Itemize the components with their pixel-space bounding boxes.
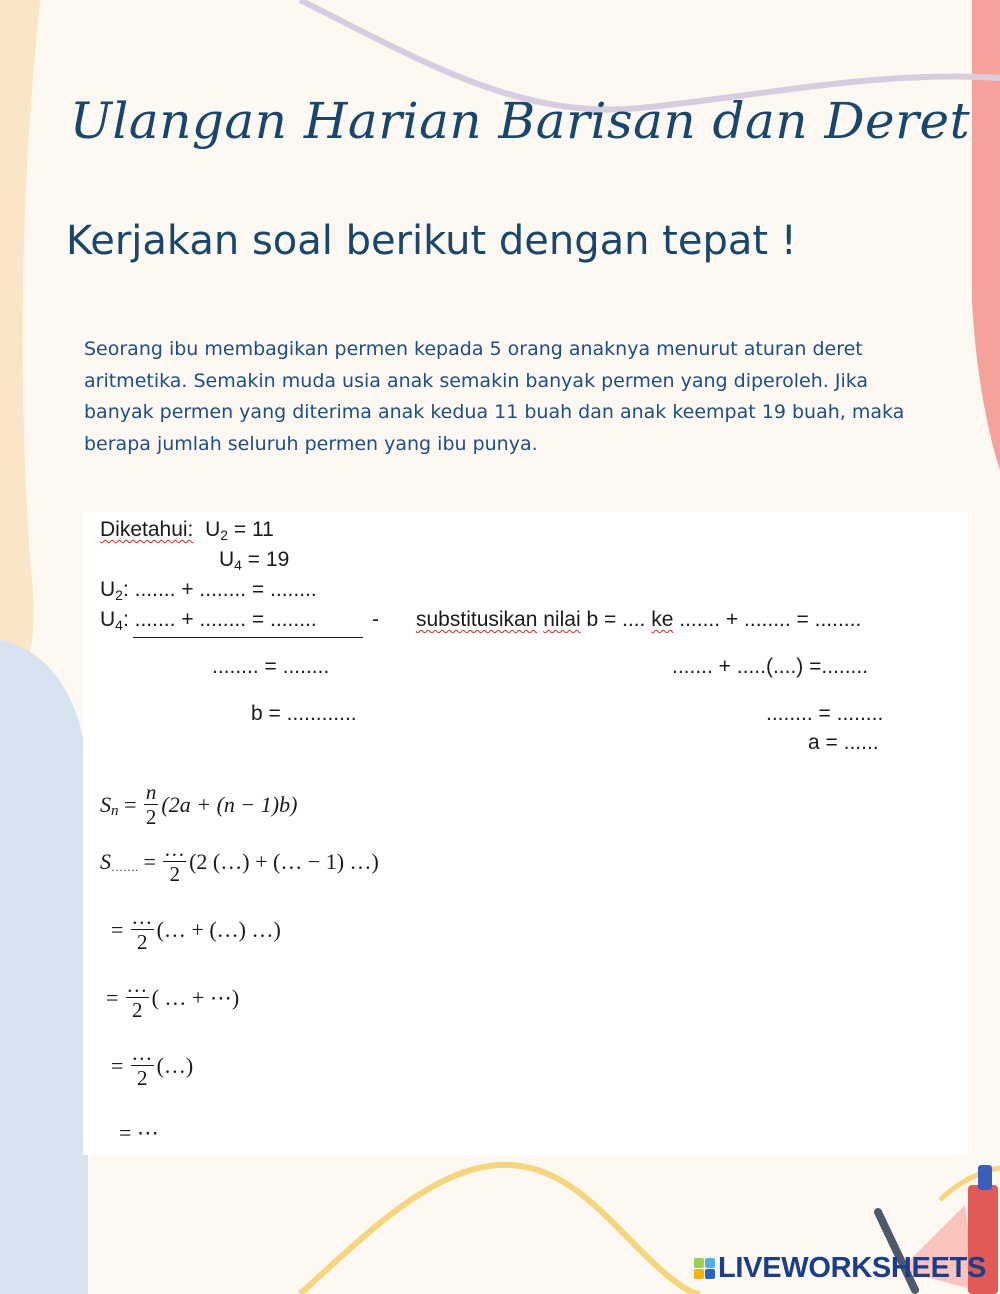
- step4-numerator: …: [127, 973, 147, 997]
- substitution-blanks: ....... + ........ = ........: [673, 608, 862, 631]
- instruction-heading: Kerjakan soal berikut dengan tepat !: [66, 218, 797, 264]
- step4-expression: ( … + ⋯): [151, 985, 240, 1010]
- s-denominator: 2: [169, 862, 181, 886]
- worksheet-answer-area: [83, 512, 968, 1155]
- logo-text: LIVEWORKSHEETS: [718, 1252, 987, 1284]
- s-letter: S: [100, 849, 111, 874]
- u-letter: U: [100, 608, 116, 631]
- step3-denominator: 2: [137, 930, 148, 954]
- sn-formula: [100, 782, 297, 828]
- subscript: 2: [220, 527, 229, 543]
- u2-equation-blanks: : ....... + ........ = ........: [122, 578, 317, 601]
- a-value-row: a = ......: [808, 731, 879, 754]
- sn-denominator: 2: [145, 805, 157, 829]
- step3-expression: (… + (…) …): [156, 917, 281, 942]
- diketahui-label: Diketahui:: [100, 518, 194, 541]
- step-line-4: [106, 975, 239, 1021]
- u-letter: U: [100, 578, 116, 601]
- yellow-wave: [300, 1165, 700, 1294]
- ke-word: ke: [651, 608, 674, 631]
- step-line-5: [111, 1043, 193, 1089]
- u2-value: = 11: [228, 518, 274, 541]
- b-value-row: b = ............: [251, 702, 357, 725]
- subscript: 4: [234, 557, 242, 573]
- u4-equation-row: [100, 608, 317, 633]
- step4-denominator: 2: [132, 998, 143, 1022]
- sn-subscript: n: [111, 803, 119, 819]
- blue-blob: [0, 640, 88, 1294]
- substitution-word: substitusikan: [416, 608, 538, 631]
- subscript: 2: [115, 587, 123, 603]
- u-letter: U: [219, 548, 235, 571]
- sn-expression: (2a + (n − 1)b): [161, 792, 298, 817]
- step5-fraction: [131, 1043, 154, 1089]
- diketahui-row-u4: [219, 548, 289, 573]
- salmon-band: [972, 0, 1000, 470]
- step5-expression: (…): [156, 1053, 194, 1078]
- question-text: Seorang ibu membagikan permen kepada 5 orang anaknya menurut aturan deret aritmetika. Semakin muda usia anak semakin banyak permen yang diperoleh. Jika banyak permen yang diterima anak kedua 11 buah dan anak keempat 19 buah, maka berapa jumlah seluruh permen yang ibu punya.: [84, 338, 905, 455]
- minus-sign: -: [372, 608, 379, 631]
- logo-mark-icon: [694, 1258, 715, 1279]
- step-line-3: [111, 907, 281, 953]
- s-substituted-line: [100, 839, 379, 885]
- substitution-row: [416, 608, 861, 632]
- page-title: Ulangan Harian Barisan dan Deret: [69, 92, 971, 150]
- a-simplified-row: ........ = ........: [766, 702, 884, 725]
- elimination-result-row: ........ = ........: [212, 655, 330, 678]
- step5-denominator: 2: [137, 1066, 148, 1090]
- subtraction-line: [133, 637, 363, 638]
- sn-equals: =: [118, 792, 142, 817]
- subscript: 4: [115, 617, 123, 633]
- step3-numerator: …: [132, 905, 152, 929]
- u4-value: = 19: [241, 548, 290, 571]
- u2-equation-row: [100, 578, 317, 603]
- diketahui-row-u2: [100, 518, 274, 543]
- sn-s: S: [100, 792, 111, 817]
- step4-equals: =: [106, 985, 124, 1010]
- u4-equation-blanks: : ....... + ........ = ........: [122, 608, 317, 631]
- final-answer-line: = ⋯: [119, 1120, 159, 1145]
- nilai-word: nilai: [543, 608, 581, 631]
- s-expression: (2 (…) + (… − 1) …): [189, 849, 379, 874]
- s-equals: =: [138, 849, 162, 874]
- u-letter: U: [205, 518, 221, 541]
- sn-numerator: n: [145, 780, 157, 804]
- a-equation-row: ....... + .....(....) =........: [672, 655, 869, 678]
- step4-fraction: [126, 975, 149, 1021]
- step3-fraction: [131, 907, 154, 953]
- step5-equals: =: [111, 1053, 129, 1078]
- s-subscript-blank: …….: [111, 860, 138, 874]
- step3-equals: =: [111, 917, 129, 942]
- step5-numerator: …: [132, 1041, 152, 1065]
- s-fraction: [163, 839, 186, 885]
- liveworksheets-logo: [694, 1252, 986, 1285]
- s-numerator: …: [165, 837, 185, 861]
- sn-fraction: [144, 782, 159, 828]
- substitution-b: b = ....: [580, 608, 652, 631]
